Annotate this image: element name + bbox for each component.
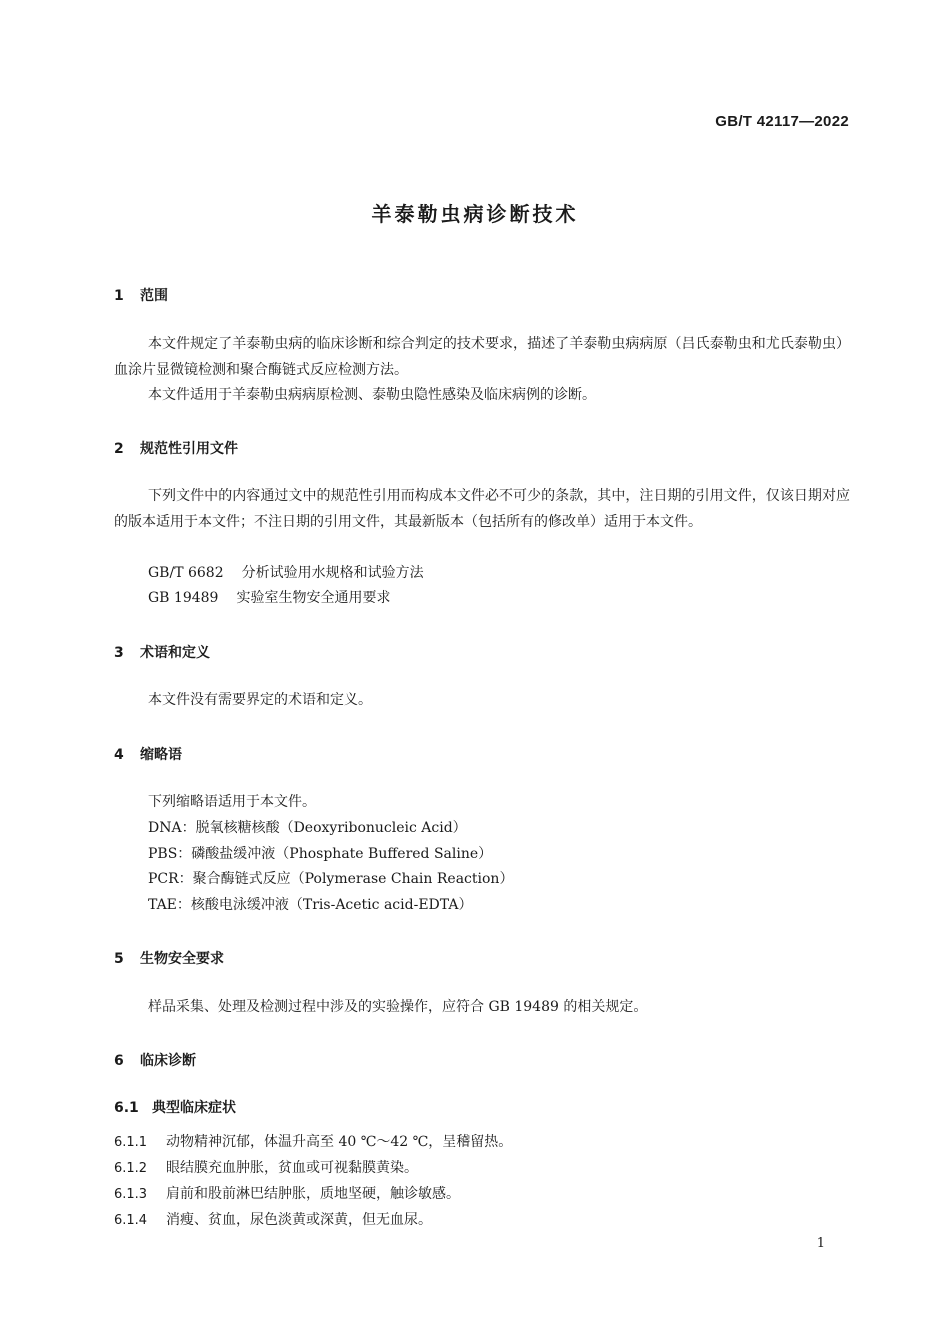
abbreviation-item: DNA：脱氧核糖核酸（Deoxyribonucleic Acid） <box>148 820 467 836</box>
section-4-heading <box>114 744 182 764</box>
reference-code: GB 19489 <box>148 590 219 606</box>
section-number: 6 <box>114 1053 124 1069</box>
section-number: 4 <box>114 747 124 763</box>
item-text: 动物精神沉郁，体温升高至 40 ℃～42 ℃，呈稽留热。 <box>166 1134 513 1150</box>
section-title: 临床诊断 <box>140 1053 196 1069</box>
item-number: 6.1.1 <box>114 1135 148 1150</box>
item-number: 6.1.2 <box>114 1161 148 1176</box>
item-number: 6.1.4 <box>114 1213 148 1228</box>
item-text: 眼结膜充血肿胀，贫血或可视黏膜黄染。 <box>166 1160 418 1176</box>
section-title: 生物安全要求 <box>140 951 224 967</box>
normative-reference <box>148 586 390 612</box>
reference-name: 分析试验用水规格和试验方法 <box>241 565 424 581</box>
section-title: 范围 <box>140 288 168 304</box>
section-title: 缩略语 <box>140 747 182 763</box>
section-number: 1 <box>114 288 124 304</box>
subsection-number: 6.1 <box>114 1100 139 1116</box>
abbreviation-item: PBS：磷酸盐缓冲液（Phosphate Buffered Saline） <box>148 846 493 862</box>
item-text: 肩前和股前淋巴结肿胀，质地坚硬，触诊敏感。 <box>166 1186 460 1202</box>
section-3-paragraph-1: 本文件没有需要界定的术语和定义。 <box>148 692 372 708</box>
section-2-paragraph-1: 下列文件中的内容通过文中的规范性引用而构成本文件必不可少的条款，其中，注日期的引用文件，仅该日期对应的版本适用于本文件；不注日期的引用文件，其最新版本（包括所有的修改单）适用于本文件。 <box>114 488 850 530</box>
section-1-paragraph-2: 本文件适用于羊泰勒虫病病原检测、泰勒虫隐性感染及临床病例的诊断。 <box>148 387 596 403</box>
section-title: 规范性引用文件 <box>140 441 238 457</box>
section-5-heading <box>114 948 224 968</box>
reference-code: GB/T 6682 <box>148 565 224 581</box>
section-number: 2 <box>114 441 124 457</box>
section-title: 术语和定义 <box>140 645 210 661</box>
section-1-paragraph-1: 本文件规定了羊泰勒虫病的临床诊断和综合判定的技术要求，描述了羊泰勒虫病病原（吕氏泰勒虫和尤氏泰勒虫）血涂片显微镜检测和聚合酶链式反应检测方法。 <box>114 336 850 378</box>
section-number: 5 <box>114 951 124 967</box>
section-1-heading <box>114 285 168 305</box>
reference-name: 实验室生物安全通用要求 <box>236 590 391 606</box>
item-text: 消瘦、贫血，尿色淡黄或深黄，但无血尿。 <box>166 1212 432 1228</box>
normative-reference <box>148 561 424 587</box>
standard-code: GB/T 42117—2022 <box>715 113 849 130</box>
clinical-symptom-item <box>114 1182 460 1208</box>
section-6-heading <box>114 1050 196 1070</box>
clinical-symptom-item <box>114 1130 512 1156</box>
section-3-heading <box>114 642 210 662</box>
page-number: 1 <box>816 1236 825 1251</box>
section-5-paragraph-1: 样品采集、处理及检测过程中涉及的实验操作，应符合 GB 19489 的相关规定。 <box>148 999 648 1015</box>
subsection-6-1-heading <box>114 1097 236 1117</box>
abbreviation-intro: 下列缩略语适用于本文件。 <box>148 794 316 810</box>
item-number: 6.1.3 <box>114 1187 148 1202</box>
section-2-heading <box>114 438 238 458</box>
section-number: 3 <box>114 645 124 661</box>
abbreviation-item: PCR：聚合酶链式反应（Polymerase Chain Reaction） <box>148 871 514 887</box>
abbreviation-item: TAE：核酸电泳缓冲液（Tris-Acetic acid-EDTA） <box>148 897 473 913</box>
subsection-title: 典型临床症状 <box>152 1100 236 1116</box>
clinical-symptom-item <box>114 1156 418 1182</box>
clinical-symptom-item <box>114 1208 432 1234</box>
document-title: 羊泰勒虫病诊断技术 <box>371 202 579 226</box>
